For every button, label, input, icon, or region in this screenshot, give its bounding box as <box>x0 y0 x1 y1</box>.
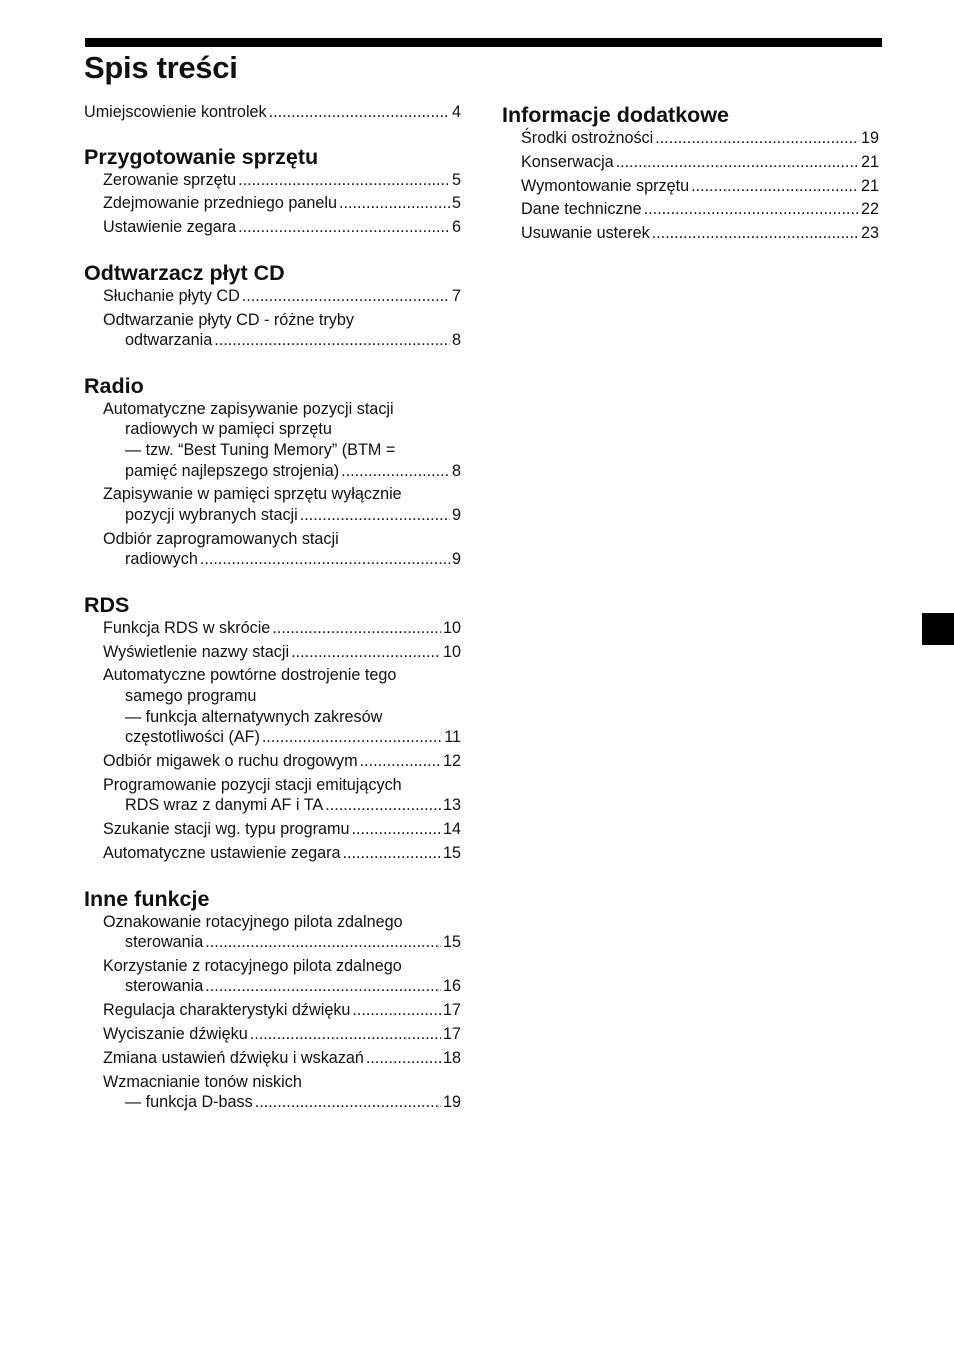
section-heading[interactable]: Inne funkcje <box>84 886 210 911</box>
toc-entry[interactable] <box>84 665 461 747</box>
toc-page-number: 14 <box>442 820 461 839</box>
toc-entry[interactable] <box>84 286 461 307</box>
page-title: Spis treści <box>84 50 238 85</box>
toc-entry[interactable] <box>502 128 879 149</box>
toc-entry[interactable] <box>84 102 461 123</box>
chapter-tab-marker <box>922 613 954 645</box>
toc-entry[interactable] <box>84 642 461 663</box>
toc-entry-line: Korzystanie z rotacyjnego pilota zdalnego <box>103 956 402 975</box>
dot-leader <box>205 976 441 997</box>
toc-page-number: 10 <box>442 642 461 661</box>
dot-leader <box>325 795 441 816</box>
toc-entry-line: radiowych w pamięci sprzętu <box>125 420 332 439</box>
toc-entry[interactable] <box>84 1072 461 1113</box>
toc-entry-text: Wyświetlenie nazwy stacji <box>103 642 290 661</box>
dot-leader <box>300 505 450 526</box>
toc-entry-text: RDS wraz z danymi AF i TA <box>125 796 324 815</box>
toc-entry-text: Funkcja RDS w skrócie <box>103 618 271 637</box>
dot-leader <box>341 461 450 482</box>
toc-entry-text: radiowych <box>125 550 198 569</box>
dot-leader <box>655 128 859 149</box>
toc-entry[interactable] <box>502 223 879 244</box>
toc-entry-line: Zapisywanie w pamięci sprzętu wyłącznie <box>103 485 402 504</box>
toc-page-number: 5 <box>451 194 461 213</box>
toc-section <box>84 144 461 238</box>
toc-entry-line: Automatyczne powtórne dostrojenie tego <box>103 666 397 685</box>
dot-leader <box>269 102 450 123</box>
dot-leader <box>366 1048 441 1069</box>
dot-leader <box>644 199 859 220</box>
toc-entry-text: Środki ostrożności <box>521 129 654 147</box>
toc-page-number: 19 <box>442 1093 461 1112</box>
toc-entry-text: odtwarzania <box>125 331 213 350</box>
toc-entry[interactable] <box>84 618 461 639</box>
toc-page-number: 19 <box>860 129 879 147</box>
toc-section <box>84 592 461 864</box>
toc-entry[interactable] <box>84 843 461 864</box>
toc-entry[interactable] <box>84 217 461 238</box>
toc-entry[interactable] <box>84 956 461 997</box>
toc-entry[interactable] <box>502 199 879 220</box>
dot-leader <box>339 193 450 214</box>
toc-entry-line: — funkcja alternatywnych zakresów <box>125 707 383 726</box>
section-heading[interactable]: Przygotowanie sprzętu <box>84 144 319 169</box>
toc-page-number: 8 <box>451 331 461 350</box>
toc-entry-line: Programowanie pozycji stacji emitujących <box>103 775 402 794</box>
toc-entry-text: częstotliwości (AF) <box>125 728 260 747</box>
dot-leader <box>360 751 441 772</box>
toc-entry[interactable] <box>84 912 461 953</box>
dot-leader <box>272 618 441 639</box>
toc-page-number: 22 <box>860 200 879 219</box>
toc-entry-line: Odbiór zaprogramowanych stacji <box>103 529 339 548</box>
toc-entry[interactable] <box>84 819 461 840</box>
dot-leader <box>205 932 441 953</box>
toc-page-number: 18 <box>442 1048 461 1067</box>
dot-leader <box>652 223 859 244</box>
title-rule <box>85 38 882 47</box>
dot-leader <box>238 217 450 238</box>
dot-leader <box>238 170 450 191</box>
toc-page-number: 4 <box>451 103 461 121</box>
toc-page-number: 6 <box>451 218 461 237</box>
section-heading[interactable]: Radio <box>84 373 144 398</box>
toc-entry[interactable] <box>84 193 461 214</box>
toc-entry-text: Odbiór migawek o ruchu drogowym <box>103 751 358 770</box>
toc-entry-text: Zdejmowanie przedniego panelu <box>103 194 337 213</box>
toc-left-sections <box>84 144 461 1113</box>
toc-entry-text: Usuwanie usterek <box>521 224 650 243</box>
dot-leader <box>250 1024 441 1045</box>
dot-leader <box>352 819 441 840</box>
section-heading[interactable]: Odtwarzacz płyt CD <box>84 260 285 285</box>
toc-right-sections <box>502 102 879 244</box>
toc-section <box>84 260 461 351</box>
section-heading[interactable]: RDS <box>84 592 130 617</box>
toc-page-number: 15 <box>442 933 461 952</box>
toc-page-number: 13 <box>442 796 461 815</box>
toc-page-number: 21 <box>860 176 879 195</box>
toc-entry[interactable] <box>84 1000 461 1021</box>
toc-entry-text: Zerowanie sprzętu <box>103 170 237 189</box>
toc-page-number: 23 <box>860 224 879 243</box>
toc-page-number: 11 <box>444 728 461 747</box>
toc-entry-line: — tzw. “Best Tuning Memory” (BTM = <box>125 440 396 459</box>
toc-entry-text: — funkcja D-bass <box>125 1093 253 1112</box>
dot-leader <box>214 330 450 351</box>
toc-entry[interactable] <box>84 1048 461 1069</box>
toc-page-number: 17 <box>442 1001 461 1020</box>
toc-entry[interactable] <box>502 152 879 173</box>
toc-entry-line: Wzmacnianie tonów niskich <box>103 1072 302 1091</box>
toc-entry-text: Umiejscowienie kontrolek <box>84 103 267 121</box>
toc-page-number: 10 <box>442 618 461 637</box>
dot-leader <box>242 286 450 307</box>
toc-entry-text: Zmiana ustawień dźwięku i wskazań <box>103 1048 364 1067</box>
toc-entry-text: Wymontowanie sprzętu <box>521 176 690 195</box>
toc-entry-line: Automatyczne zapisywanie pozycji stacji <box>103 399 394 418</box>
toc-entry[interactable] <box>84 484 461 525</box>
toc-page-number: 12 <box>442 751 461 770</box>
dot-leader <box>352 1000 441 1021</box>
toc-entry[interactable] <box>84 170 461 191</box>
toc-entry-text: Szukanie stacji wg. typu programu <box>103 820 350 839</box>
toc-entry-text: pamięć najlepszego strojenia) <box>125 461 340 480</box>
toc-left-column <box>84 102 461 1135</box>
toc-page-number: 9 <box>451 505 461 524</box>
dot-leader <box>255 1092 441 1113</box>
toc-page-number: 5 <box>451 170 461 189</box>
toc-page-number: 16 <box>442 977 461 996</box>
toc-entry[interactable] <box>84 529 461 570</box>
toc-page-number: 8 <box>451 461 461 480</box>
dot-leader <box>616 152 859 173</box>
toc-entry-text: Ustawienie zegara <box>103 218 237 237</box>
toc-entry[interactable] <box>84 310 461 351</box>
toc-right-column <box>502 102 879 266</box>
toc-entry-line: Oznakowanie rotacyjnego pilota zdalnego <box>103 912 403 931</box>
toc-entry-text: Dane techniczne <box>521 200 642 219</box>
toc-page-number: 17 <box>442 1025 461 1044</box>
toc-page-number: 9 <box>451 550 461 569</box>
toc-page-number: 21 <box>860 152 879 171</box>
toc-entry-text: Słuchanie płyty CD <box>103 286 240 305</box>
toc-entry-text: Regulacja charakterystyki dźwięku <box>103 1001 351 1020</box>
toc-entry[interactable] <box>84 1024 461 1045</box>
toc-section <box>502 102 879 244</box>
toc-entry-text: Konserwacja <box>521 152 614 171</box>
toc-section <box>84 373 461 570</box>
dot-leader <box>262 727 442 748</box>
toc-entry-text: sterowania <box>125 977 204 996</box>
toc-entry-text: Automatyczne ustawienie zegara <box>103 843 341 862</box>
dot-leader <box>291 642 441 663</box>
toc-entry-text: pozycji wybranych stacji <box>125 505 298 524</box>
toc-entry[interactable] <box>84 775 461 816</box>
section-heading[interactable]: Informacje dodatkowe <box>502 103 729 127</box>
toc-page-number: 7 <box>451 286 461 305</box>
toc-page-number: 15 <box>442 843 461 862</box>
dot-leader <box>691 176 859 197</box>
toc-entry[interactable] <box>84 751 461 772</box>
toc-entry[interactable] <box>502 176 879 197</box>
toc-entry-line: Odtwarzanie płyty CD - różne tryby <box>103 310 354 329</box>
toc-section <box>84 886 461 1113</box>
toc-entry-text: Wyciszanie dźwięku <box>103 1025 248 1044</box>
toc-entry-line: samego programu <box>125 687 257 705</box>
toc-entry-text: sterowania <box>125 933 204 952</box>
toc-entry[interactable] <box>84 399 461 481</box>
dot-leader <box>343 843 441 864</box>
dot-leader <box>200 549 450 570</box>
